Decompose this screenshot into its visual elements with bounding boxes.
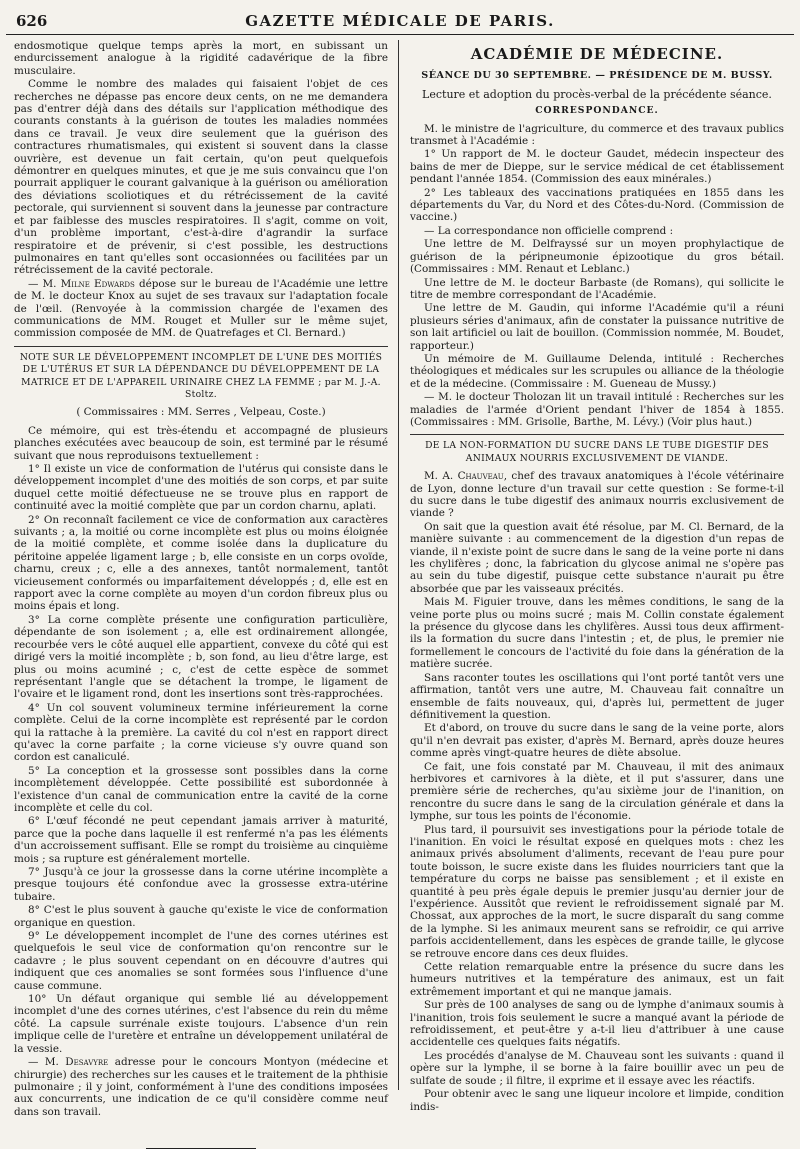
section-heading: ACADÉMIE DE MÉDECINE. [470, 45, 724, 63]
paragraph: 10° Un défaut organique qui semble lié au développement incomplet d'une des cornes utérines, c'est l'absence du rein du même côté. La capsule surrénale existe toujours. L'absence d'un rein implique celle de l'uretère et entraîne un développement unilatéral de la vessie. [14, 993, 388, 1055]
paragraph: Comme le nombre des malades qui faisaient l'objet de ces recherches ne dépasse pas encore deux cents, on ne me demandera pas d'entrer déjà dans des détails sur l'application méthodique des courants constants à la guérison de toutes les maladies nommées dans ce travail. Je veux dire seulement que la guérison des contractures rhumatismales, qui existent si souvent dans la classe ouvrière, est devenue un fait certain, qu'on peut quelquefois démontrer en quelques minutes, et que je me suis convaincu que l'on pourrait appliquer le courant galvanique à la guérison ou amélioration des déviations scoliotiques et du rétrécissement de la cavité pectorale, qui surviennent si souvent dans la jeunesse par contracture et par faiblesse des muscles respiratoires. Il s'agit, comme on voit, d'un problème important, c'est-à-dire d'agrandir la surface respiratoire et de prévenir, si c'est possible, les destructions pulmonaires en tant qu'elles sont occasionnées ou facilitées par un rétrécissement de la cavité pectorale. [14, 78, 388, 277]
paragraph: 1° Un rapport de M. le docteur Gaudet, médecin inspecteur des bains de mer de Dieppe, sur le service médical de cet établissement pendant l'année 1854. (Commission des eaux minérales.) [410, 148, 784, 186]
paragraph: Sans raconter toutes les oscillations qui l'ont porté tantôt vers une affirmation, tantôt vers une autre, M. Chauveau fait connaître un ensemble de faits nouveaux, qui, d'après lui, permettent de juger définitivement la question. [410, 671, 784, 721]
paragraph: 7° Jusqu'à ce jour la grossesse dans la corne utérine incomplète a presque toujours été confondue avec la grossesse extra-utérine tubaire. [14, 866, 388, 903]
page-number: 626 [16, 12, 48, 30]
minutes-line: Lecture et adoption du procès-verbal de la précédente séance. [422, 87, 772, 101]
page-header [6, 10, 794, 35]
paragraph: Sur près de 100 analyses de sang ou de lymphe d'animaux soumis à l'inanition, trois fois seulement le sucre a manqué avant la période de refroidissement, et peut-être y a-t-il lieu d'attribuer à une cause accidentelle ces quelques faits négatifs. [410, 999, 784, 1049]
paragraph: Ce fait, une fois constaté par M. Chauveau, il mit des animaux herbivores et carnivores à la diète, et il put s'assurer, dans une première série de recherches, qu'au sixième jour de l'inanition, on rencontre du sucre dans le sang de la circulation générale et dans la lymphe, sur tous les points de l'économie. [410, 760, 784, 823]
paragraph: Un mémoire de M. Guillaume Delenda, intitulé : Recherches théologiques et médicales sur les scrupules ou alliance de la théologie et de la médecine. (Commissaire : M. Gueneau de Mussy.) [410, 352, 784, 390]
section-divider [14, 346, 388, 347]
paragraph: Une lettre de M. Delfrayssé sur un moyen prophylactique de guérison de la péripneumonie épizootique du gros bétail. (Commissaires : MM. Renaut et Leblanc.) [410, 238, 784, 276]
paragraph: Pour obtenir avec le sang une liqueur incolore et limpide, condition indis- [410, 1088, 784, 1113]
paragraph: M. le ministre de l'agriculture, du commerce et des travaux publics transmet à l'Académie : [410, 122, 784, 148]
article-title: NOTE SUR LE DÉVELOPPEMENT INCOMPLET DE L'UNE DES MOITIÉS DE L'UTÉRUS ET SUR LA DÉPENDANCE DU DÉVELOPPEMENT DE LA MATRICE ET DE L'APPAREIL URINAIRE CHEZ LA FEMME ; par M. J.-A. Stoltz. [19, 351, 383, 400]
paragraph: endosmotique quelque temps après la mort, en subissant un endurcissement analogue à la rigidité cadavérique de la fibre musculaire. [14, 40, 388, 77]
paragraph: 4° Un col souvent volumineux termine inférieurement la corne complète. Celui de la corne incomplète est représenté par le cordon qui la rattache à la première. La cavité du col n'est en rapport direct qu'avec la corne parfaite ; la corne vicieuse s'y ouvre quand son cordon est canaliculé. [14, 701, 388, 764]
paragraph: On sait que la question avait été résolue, par M. Cl. Bernard, de la manière suivante : au commencement de la digestion d'un repas de viande, il n'existe point de sucre dans le sang de la veine porte ni dans les chylifères ; donc, la fabrication du glycose animal ne s'opère pas au sein du tube digestif, puisque cette substance n'aurait pu être absorbée que par les vaisseaux précités. [410, 520, 784, 595]
paragraph: 5° La conception et la grossesse sont possibles dans la corne incomplètement développée. Cette possibilité est subordonnée à l'existence d'un canal de communication entre la cavité de la corne incomplète et celle du col. [14, 764, 388, 814]
paragraph-text: dépose sur le bureau de l'Académie une lettre de M. le docteur Knox au sujet de ses travaux sur l'adaptation focale de l'œil. (Renvoyée à la commission chargée de l'examen des communications de MM. Rouget et Muller sur le même sujet, commission composée de MM. de Quatrefages et Cl. Bernard.) [14, 277, 388, 340]
commissaires-line: ( Commissaires : MM. Serres , Velpeau, Coste.) [76, 406, 326, 419]
article-title: DE LA NON-FORMATION DU SUCRE DANS LE TUBE DIGESTIF DES ANIMAUX NOURRIS EXCLUSIVEMENT DE VIANDE. [425, 440, 769, 464]
paragraph-text: adresse pour le concours Montyon (médecine et chirurgie) des recherches sur les causes et le traitement de la phthisie pulmonaire ; il y joint, conformément à l'une des conditions imposées aux concurrents, une indication de ce qu'il considère comme neuf dans son travail. [14, 1056, 389, 1118]
paragraph: Cette relation remarquable entre la présence du sucre dans les humeurs nutritives et la température des animaux, est un fait extrêmement important et qui ne manque jamais. [410, 961, 784, 998]
paragraph: 1° Il existe un vice de conformation de l'utérus qui consiste dans le développement incomplet d'une des moitiés de son corps, et par suite duquel cette moitié défectueuse ne se trouve plus en rapport de continuité avec la moitié complète que par un cordon charnu, aplati. [14, 463, 388, 513]
paragraph: Une lettre de M. le docteur Barbaste (de Romans), qui sollicite le titre de membre correspondant de l'Académie. [410, 276, 784, 301]
paragraph: 9° Le développement incomplet de l'une des cornes utérines est quelquefois le seul vice de conformation qu'on rencontre sur le cadavre ; le plus souvent cependant on en découvre d'autres qui indiquent que ces anomalies se sont formées sous l'influence d'une cause commune. [14, 930, 388, 992]
paragraph: Et d'abord, on trouve du sucre dans le sang de la veine porte, alors qu'il n'en devrait pas exister, d'après M. Bernard, après douze heures comme après vingt-quatre heures de diète absolue. [410, 722, 784, 760]
paragraph: Les procédés d'analyse de M. Chauveau sont les suivants : quand il opère sur la lymphe, il se borne à la faire bouillir avec un peu de sulfate de soude ; il filtre, il exprime et il essaye avec les réactifs. [410, 1049, 784, 1087]
paragraph: 3° La corne complète présente une configuration particulière, dépendante de son isolement ; a, elle est ordinairement allongée, recourbée vers le côté auquel elle appartient, convexe du côté qui est dirigé vers la moitié incomplète ; b, son fond, au lieu d'être large, est plus ou moins acuminé ; c, c'est de cette espèce de sommet représentant l'angle que se détachent la trompe, le ligament de l'ovaire et le ligament rond, dont les insertions sont très-rapprochées. [14, 613, 388, 701]
paragraph: Une lettre de M. Gaudin, qui informe l'Académie qu'il a réuni plusieurs séries d'animaux, afin de constater la puissance nutritive de son lait artificiel ou lait de bouillon. (Commission nommée, M. Boudet, rapporteur.) [410, 302, 784, 352]
paragraph: 2° Les tableaux des vaccinations pratiquées en 1855 dans les départements du Var, du Nord et des Côtes-du-Nord. (Commission de vaccine.) [410, 186, 784, 224]
paragraph: Plus tard, il poursuivit ses investigations pour la période totale de l'inanition. En voici le résultat exposé en quelques mots : chez les animaux privés absolument d'aliments, recevant de l'eau pure pour toute boisson, le sucre existe dans les fluides nourriciers tant que la température du corps ne baisse pas sensiblement ; et il existe en quantité à peu près égale depuis le premier jusqu'au dernier jour de l'expérience. Aussitôt que revient le refroidissement signalé par M. Chossat, aux approches de la mort, le sucre disparaît du sang comme de la lymphe. Si les animaux meurent sans se refroidir, ce qui arrive parfois accidentellement, dans les espèces de grande taille, le glycose se retrouve encore dans ces deux fluides. [410, 823, 784, 960]
paragraph: — M. le docteur Tholozan lit un travail intitulé : Recherches sur les maladies de l'armée d'Orient pendant l'hiver de 1854 à 1855. (Commissaires : MM. Grisolle, Barthe, M. Lévy.) (Voir plus haut.) [410, 391, 784, 428]
paragraph: Ce mémoire, qui est très-étendu et accompagné de plusieurs planches exécutées avec beaucoup de soin, est terminé par le résumé suivant que nous reproduisons textuellement : [14, 424, 388, 462]
paragraph: 6° L'œuf fécondé ne peut cependant jamais arriver à maturité, parce que la poche dans laquelle il est renfermé n'a pas les éléments d'un accroissement suffisant. Elle se rompt du troisième au cinquième mois ; sa rupture est généralement mortelle. [14, 815, 388, 865]
journal-title: GAZETTE MÉDICALE DE PARIS. [245, 12, 555, 30]
session-line: SÉANCE DU 30 SEPTEMBRE. — PRÉSIDENCE DE M. BUSSY. [421, 70, 773, 82]
speaker-name: M. Milne Edwards [42, 277, 135, 290]
paragraph: 2° On reconnaît facilement ce vice de conformation aux caractères suivants ; a, la moitié ou corne incomplète est plus ou moins éloignée de la moitié complète, et comme isolée dans la duplicature du péritoine appelée ligament large ; b, elle consiste en un corps ovoïde, charnu, creux ; c, elle a des annexes, tantôt normalement, tantôt vicieusement conformés ou imparfaitement développés ; d, elle est en rapport avec la corne complète au moyen d'un cordon fibreux plus ou moins épais et long. [14, 513, 388, 613]
paragraph-text: , chef des travaux anatomiques à l'école vétérinaire de Lyon, donne lecture d'un travail sur cette question : Se forme-t-il du sucre dans le tube digestif des animaux nourris exclusivement de viande ? [410, 470, 785, 520]
correspondence-heading: CORRESPONDANCE. [535, 105, 659, 117]
speaker-name: M. A. Chauveau [424, 470, 504, 483]
paragraph: — M. Milne Edwards dépose sur le bureau de l'Académie une lettre de M. le docteur Knox au sujet de ses travaux sur l'adaptation focale de l'œil. (Renvoyée à la commission chargée de l'examen des communications de MM. Rouget et Muller sur le même sujet, commission composée de MM. de Quatrefages et Cl. Bernard.) [14, 277, 388, 340]
section-divider [410, 434, 784, 435]
right-column [410, 40, 785, 1113]
left-column [14, 40, 389, 1118]
paragraph [410, 470, 784, 520]
column-divider [398, 40, 399, 1090]
paragraph: Mais M. Figuier trouve, dans les mêmes conditions, le sang de la veine porte plus ou moins sucré ; mais M. Collin constate également la présence du glycose dans les chylifères. Aussi tous deux affirment-ils la formation du sucre dans l'intestin ; et, de plus, le premier nie formellement le concours de l'activité du foie dans la génération de la matière sucrée. [410, 596, 784, 671]
paragraph: — M. Desavyre adresse pour le concours Montyon (médecine et chirurgie) des recherches sur les causes et le traitement de la phthisie pulmonaire ; il y joint, conformément à l'une des conditions imposées aux concurrents, une indication de ce qu'il considère comme neuf dans son travail. [14, 1056, 389, 1118]
paragraph: 8° C'est le plus souvent à gauche qu'existe le vice de conformation organique en question. [14, 904, 388, 929]
speaker-name: M. Desavyre [44, 1056, 109, 1069]
paragraph: — La correspondance non officielle comprend : [424, 224, 674, 237]
